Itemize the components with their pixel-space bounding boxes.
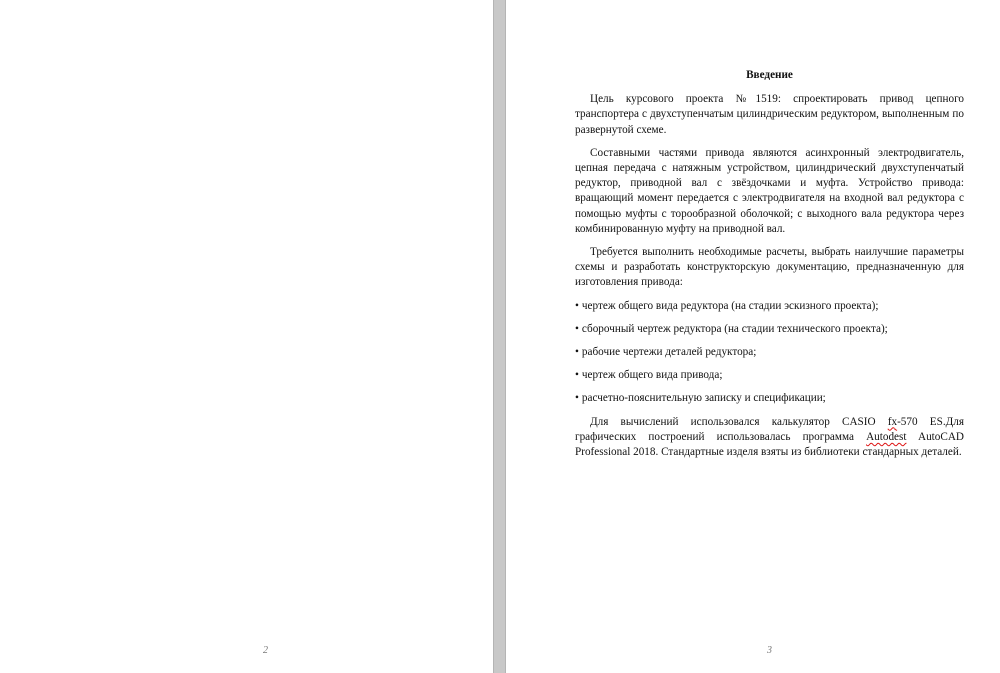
bullet-text: чертеж общего вида редуктора (на стадии эскизного проекта); <box>581 299 879 312</box>
bullet-icon: • <box>575 392 579 405</box>
paragraph: Составными частями привода являются асинхронный электродвигатель, цепная передача с натяжным устройством, цилиндрический двухступенчатый редуктор, приводной вал с звёздочками и муфта. Устройство привода: вращающий момент передается с электродвигателя на входной вал редуктора с помощью муфты с торообразной оболочкой; с выходного вала редуктора через комбинированную муфту на приводной вал. <box>575 146 964 235</box>
final-paragraph-part: -570 ES.Для графических построений использовалась программа <box>575 415 964 443</box>
section-heading: Введение <box>746 69 793 81</box>
bullet-item <box>575 299 964 314</box>
page-number: 2 <box>263 645 268 656</box>
bullet-icon: • <box>575 346 579 359</box>
document-page-left <box>0 0 493 673</box>
final-paragraph-part: AutoCAD Professional 2018. Стандартные изделя взяты из библиотеки стандарных деталей. <box>575 430 964 459</box>
bullet-item <box>575 322 964 337</box>
bullet-icon: • <box>575 369 579 382</box>
bullet-text: расчетно-пояснительную записку и спецификации; <box>581 392 826 405</box>
bullet-text: чертеж общего вида привода; <box>581 369 723 382</box>
bullet-item <box>575 345 964 360</box>
bullet-text: сборочный чертеж редуктора (на стадии технического проекта); <box>581 322 888 335</box>
spellcheck-word[interactable]: fx <box>887 415 898 428</box>
final-paragraph-part: Для вычислений использовался калькулятор CASIO <box>590 415 888 428</box>
paragraph: Требуется выполнить необходимые расчеты, выбрать наилучшие параметры схемы и разработать конструкторскую документацию, предназначенную для изготовления привода: <box>575 246 964 289</box>
page-content[interactable] <box>575 68 964 468</box>
bullet-icon: • <box>575 299 579 312</box>
bullet-text: рабочие чертежи деталей редуктора; <box>581 346 757 359</box>
spellcheck-word[interactable]: Autodest <box>866 430 907 443</box>
bullet-icon: • <box>575 322 579 335</box>
document-page-right <box>506 0 1000 673</box>
bullet-item <box>575 391 964 406</box>
bullet-item <box>575 368 964 383</box>
page-number: 3 <box>767 645 772 656</box>
paragraph: Цель курсового проекта №1519: спроектировать привод цепного транспортера с двухступенчатым цилиндрическим редуктором, выполненным по развернутой схеме. <box>575 93 964 136</box>
final-paragraph <box>575 415 964 461</box>
